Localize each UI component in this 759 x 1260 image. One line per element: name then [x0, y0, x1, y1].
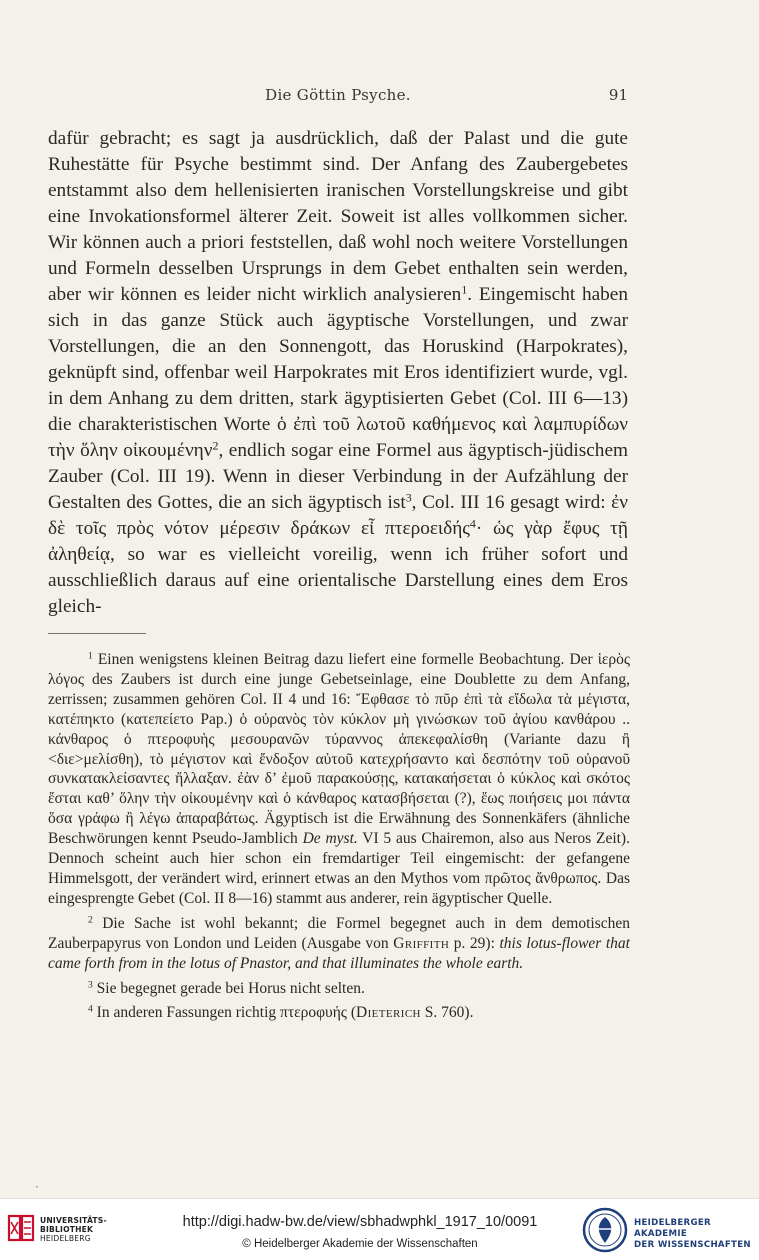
- academy-line: HEIDELBERGER AKADEMIE: [634, 1218, 711, 1239]
- university-library-name: [40, 1216, 107, 1243]
- text-run: · ὡς γὰρ ἔφυς τῇ ἀληθείᾳ, so war es vielleicht voreilig, wenn ich früher sofort und ausschließlich daraus auf eine orientalische Darstellung eines dem Eros gleich-: [48, 518, 628, 617]
- academy-seal-icon[interactable]: [582, 1207, 628, 1253]
- footnote-author: Griffith: [393, 934, 450, 952]
- text-run: , Col. III 16 gesagt wird: ἐν δὲ τοῖς πρὸς νότον μέρεσιν δράκων εἶ πτεροειδής: [48, 492, 628, 539]
- footnote-text: In anderen Fassungen richtig πτεροφυής (: [96, 1004, 356, 1022]
- academy-name: [634, 1218, 759, 1251]
- footnote-text: S. 760).: [420, 1004, 474, 1022]
- footnote-text: Die Sache ist wohl bekannt; die Formel begegnet auch in dem demotischen Zauberpapyrus von London und Leiden (Ausgabe von: [48, 914, 631, 952]
- footnote-italic: De myst.: [302, 830, 358, 848]
- footnote-text: p. 29):: [449, 934, 500, 952]
- university-library-logo-icon[interactable]: [6, 1213, 36, 1243]
- footnote-italic: this lotus-flower that came forth from in the lotus of Pnastor, and that illuminates the whole earth.: [48, 934, 630, 972]
- footnote-text: Sie begegnet gerade bei Horus nicht selten.: [96, 979, 365, 997]
- copyright-notice: © Heidelberger Akademie der Wissenschaften: [242, 1238, 478, 1250]
- running-title: Die Göttin Psyche.: [265, 86, 411, 104]
- footnote-number: 3: [88, 979, 93, 991]
- page-number: 91: [608, 86, 628, 104]
- footnote-ref[interactable]: 1: [461, 282, 468, 297]
- academy-line: DER WISSENSCHAFTEN: [634, 1240, 751, 1250]
- text-run: . Eingemischt haben sich in das ganze Stück auch ägyptische Vorstellungen, und zwar Vorstellungen, die an den Sonnengott, das Horuskind (Harpokrates), geknüpft sind, offenbar weil Harpokrates mit Eros identifiziert wurde, vgl. in dem Anhang zu dem dritten, stark ägyptisierten Gebet (Col. III 6—13) die charakteristischen Worte ὁ ἐπὶ τοῦ λωτοῦ καθήμενος καὶ λαμπυρίδων τὴν ὅλην οἰκουμένην: [48, 284, 629, 461]
- footnote-4: [48, 1003, 630, 1023]
- footnote-2: [48, 914, 630, 974]
- scan-mark: ·: [35, 1180, 39, 1194]
- library-line: BIBLIOTHEK: [40, 1225, 94, 1234]
- footnote-number: 1: [88, 650, 93, 662]
- footnote-author: Dieterich: [356, 1004, 421, 1022]
- footnote-text: Einen wenigstens kleinen Beitrag dazu liefert eine formelle Beobachtung. Der ἱερὸς λόγος des Zaubers ist durch eine junge Gebetseinlage, eine Doublette zu dem Anfang, zerrissen; zusammen gehören Col. II 4 und 16: Ἔφθασε τὸ πῦρ ἐπὶ τὰ εἴδωλα τὰ μέγιστα, κατέπηκτο (κατεπείετο Pap.) ὁ οὐρανὸς τὸν κύκλον μὴ γινώσκων τοῦ ἁγίου κανθάρου .. κάνθαρος ὁ πτεροφυὴς μεσουρανῶν τύραννος ἀπεκεφαλίσθη (Variante dazu ἢ <διε>μελίσθη), τὸ μέγιστον καὶ ἔνδοξον αὐτοῦ κατεχρήσαντο καὶ δεσπότην τοῦ οὐρανοῦ συνκατακλείσαντες ἤλλαξαν. ἐὰν δ’ ἐμοῦ παρακούσῃς, κατακαήσεται ὁ κύκλος καὶ σκότος ἔσται καθ’ ὅλην τὴν οἰκουμένην καὶ ὁ κάνθαρος κατασβήσεται (?), ἕως ποιήσεις μοι πάντα ὅσα γράφω ἢ λέγω ἀπαραβάτως. Ägyptisch ist die Erwähnung des Sonnenkäfers (ähnliche Beschwörungen kennt Pseudo-Jamblich: [48, 651, 630, 848]
- text-run: dafür gebracht; es sagt ja ausdrücklich, daß der Palast und die gute Ruhestätte für Psyche bestimmt sind. Der Anfang des Zaubergebetes entstammt also dem hellenisierten iranischen Vorstellungskreise und gibt eine Invokationsformel älterer Zeit. Soweit ist alles vollkommen sicher. Wir können auch a priori feststellen, daß wohl noch weitere Vorstellungen und Formeln desselben Ursprungs in dem Gebet enthalten sein werden, aber wir können es leider nicht wirklich analysieren: [48, 128, 628, 305]
- footnote-text: VI 5 aus Chairemon, also aus Neros Zeit). Dennoch scheint auch hier schon ein fremdartiger Teil eingemischt: der gefangene Himmelsgott, der verändert wird, erinnert etwas an den Mythos vom πρῶτος ἄνθρωπος. Das eingesprengte Gebet (Col. II 8—16) stammt aus anderer, rein ägyptischer Quelle.: [48, 830, 630, 907]
- footnote-3: [48, 979, 630, 999]
- running-header: [48, 86, 628, 108]
- footnote-number: 4: [88, 1004, 93, 1016]
- main-text: [48, 126, 628, 620]
- footnote-ref[interactable]: 3: [405, 490, 412, 505]
- viewer-footer: [0, 1198, 759, 1260]
- footnote-ref[interactable]: 2: [212, 438, 219, 453]
- footnote-divider: [48, 633, 146, 634]
- text-run: , endlich sogar eine Formel aus ägyptisch-jüdischem Zauber (Col. III 19). Wenn in dieser Verbindung in der Aufzählung der Gestalten des Gottes, die an sich ägyptisch ist: [48, 440, 629, 513]
- footnotes: [48, 650, 630, 1028]
- library-line: UNIVERSITÄTS-: [40, 1216, 107, 1225]
- permalink-url[interactable]: http://digi.hadw-bw.de/view/sbhadwphkl_1917_10/0091: [182, 1214, 538, 1230]
- library-line: HEIDELBERG: [40, 1234, 91, 1243]
- footnote-1: [48, 650, 630, 909]
- footnote-number: 2: [88, 914, 93, 926]
- footnote-ref[interactable]: 4: [469, 516, 476, 531]
- main-paragraph: [48, 126, 628, 620]
